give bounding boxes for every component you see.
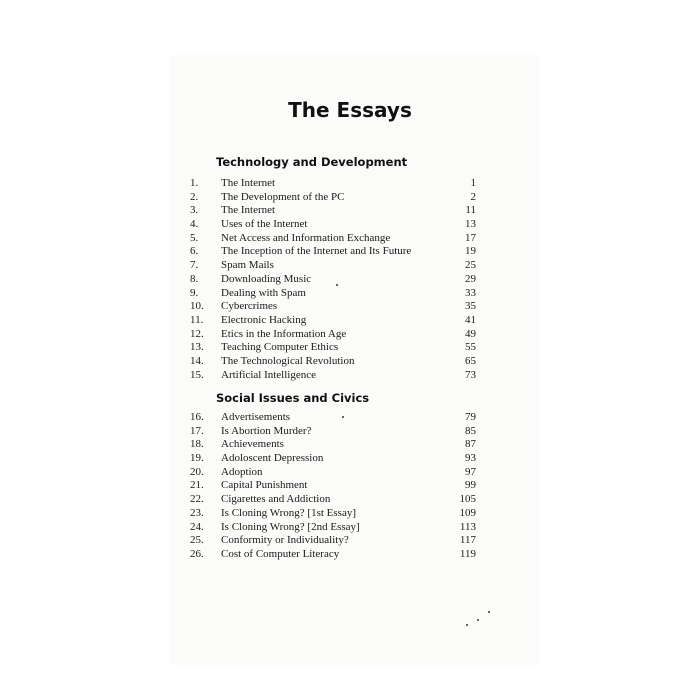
entry-title: The Inception of the Internet and Its Future [221,245,412,258]
entry-title: Is Abortion Murder? [221,424,312,437]
entry-number: 7. [190,259,199,272]
entry-number: 11. [190,313,204,326]
entry-number: 26. [190,547,204,560]
entry-number: 10. [190,300,204,313]
entry-number: 17. [190,424,204,437]
entry-page-number: 1 [470,177,476,189]
entry-title: The Internet [221,177,276,189]
print-speck [336,284,338,286]
entry-number: 13. [190,341,204,354]
toc-entry [190,479,476,493]
print-speck [466,624,468,626]
contents-list-social [190,411,476,562]
toc-entry [190,177,476,191]
toc-entry [190,507,476,521]
entry-number: 3. [190,204,199,217]
entry-page-number: 13 [465,218,476,231]
entry-title: Net Access and Information Exchange [221,231,391,244]
entry-page-number: 119 [459,547,476,560]
entry-page-number: 99 [465,479,476,492]
entry-title: Is Cloning Wrong? [1st Essay] [221,506,357,519]
entry-page-number: 79 [465,411,476,423]
entry-page-number: 2 [470,190,476,203]
entry-page-number: 41 [465,313,476,326]
entry-number: 21. [190,479,204,492]
section-heading-social: Social Issues and Civics [216,391,370,405]
entry-page-number: 17 [465,231,476,244]
print-speck [488,611,490,613]
toc-entry [190,314,476,328]
entry-number: 15. [190,368,204,381]
toc-entry [190,548,476,562]
entry-number: 24. [190,520,204,533]
entry-number: 14. [190,354,204,367]
toc-entry [190,204,476,218]
entry-number: 9. [190,286,199,299]
toc-entry [190,300,476,314]
toc-entry [190,245,476,259]
entry-number: 25. [190,534,204,547]
entry-number: 18. [190,438,204,451]
entry-page-number: 105 [459,493,476,506]
entry-title: Dealing with Spam [221,286,306,299]
entry-title: The Internet [221,204,276,217]
toc-entry [190,273,476,287]
entry-title: Spam Mails [221,259,274,272]
toc-entry [190,466,476,480]
entry-number: 19. [190,452,204,465]
print-speck [477,619,479,621]
entry-title: Cost of Computer Literacy [221,547,340,560]
entry-number: 12. [190,327,204,340]
entry-page-number: 113 [459,520,476,533]
section-heading-technology: Technology and Development [216,155,408,169]
toc-entry [190,411,476,425]
entry-number: 20. [190,465,204,478]
toc-entry [190,425,476,439]
entry-page-number: 87 [465,438,476,451]
entry-number: 23. [190,506,204,519]
entry-title: Electronic Hacking [221,313,307,326]
entry-title: Conformity or Individuality? [221,534,349,547]
entry-page-number: 29 [465,272,476,285]
entry-page-number: 93 [465,452,476,465]
entry-title: Uses of the Internet [221,218,308,231]
toc-entry [190,355,476,369]
entry-page-number: 33 [465,286,476,299]
entry-title: Cigarettes and Addiction [221,493,331,506]
toc-entry [190,452,476,466]
entry-title: Adoption [221,465,263,478]
toc-entry [190,341,476,355]
toc-entry [190,232,476,246]
entry-number: 1. [190,177,199,189]
entry-title: Achievements [221,438,284,451]
entry-page-number: 97 [465,465,476,478]
entry-title: Adoloscent Depression [221,452,324,465]
entry-number: 16. [190,411,204,423]
entry-title: Advertisements [221,411,291,423]
entry-title: Capital Punishment [221,479,308,492]
toc-entry [190,493,476,507]
page-title: The Essays [288,98,412,122]
entry-number: 6. [190,245,199,258]
toc-entry [190,328,476,342]
print-speck [342,416,344,418]
entry-title: Teaching Computer Ethics [221,341,339,354]
contents-list-technology [190,177,476,382]
entry-page-number: 11 [465,204,476,217]
entry-title: Cybercrimes [221,300,278,313]
entry-page-number: 25 [465,259,476,272]
entry-number: 2. [190,190,199,203]
entry-title: Is Cloning Wrong? [2nd Essay] [221,520,360,533]
toc-entry [190,287,476,301]
toc-entry [190,534,476,548]
entry-title: Etics in the Information Age [221,327,347,340]
entry-page-number: 49 [465,327,476,340]
toc-entry [190,438,476,452]
toc-entry [190,259,476,273]
entry-page-number: 65 [465,354,476,367]
entry-title: The Technological Revolution [221,354,355,367]
entry-page-number: 117 [459,534,476,547]
entry-number: 4. [190,218,199,231]
toc-entry [190,218,476,232]
entry-title: The Development of the PC [221,190,345,203]
toc-entry [190,521,476,535]
entry-title: Artificial Intelligence [221,368,316,381]
entry-page-number: 109 [459,506,476,519]
entry-page-number: 35 [465,300,476,313]
toc-entry [190,369,476,383]
toc-entry [190,191,476,205]
entry-number: 22. [190,493,204,506]
entry-number: 5. [190,231,199,244]
entry-number: 8. [190,272,199,285]
entry-page-number: 55 [465,341,476,354]
entry-title: Downloading Music [221,272,312,285]
entry-page-number: 73 [465,368,476,381]
entry-page-number: 19 [465,245,476,258]
entry-page-number: 85 [465,424,476,437]
